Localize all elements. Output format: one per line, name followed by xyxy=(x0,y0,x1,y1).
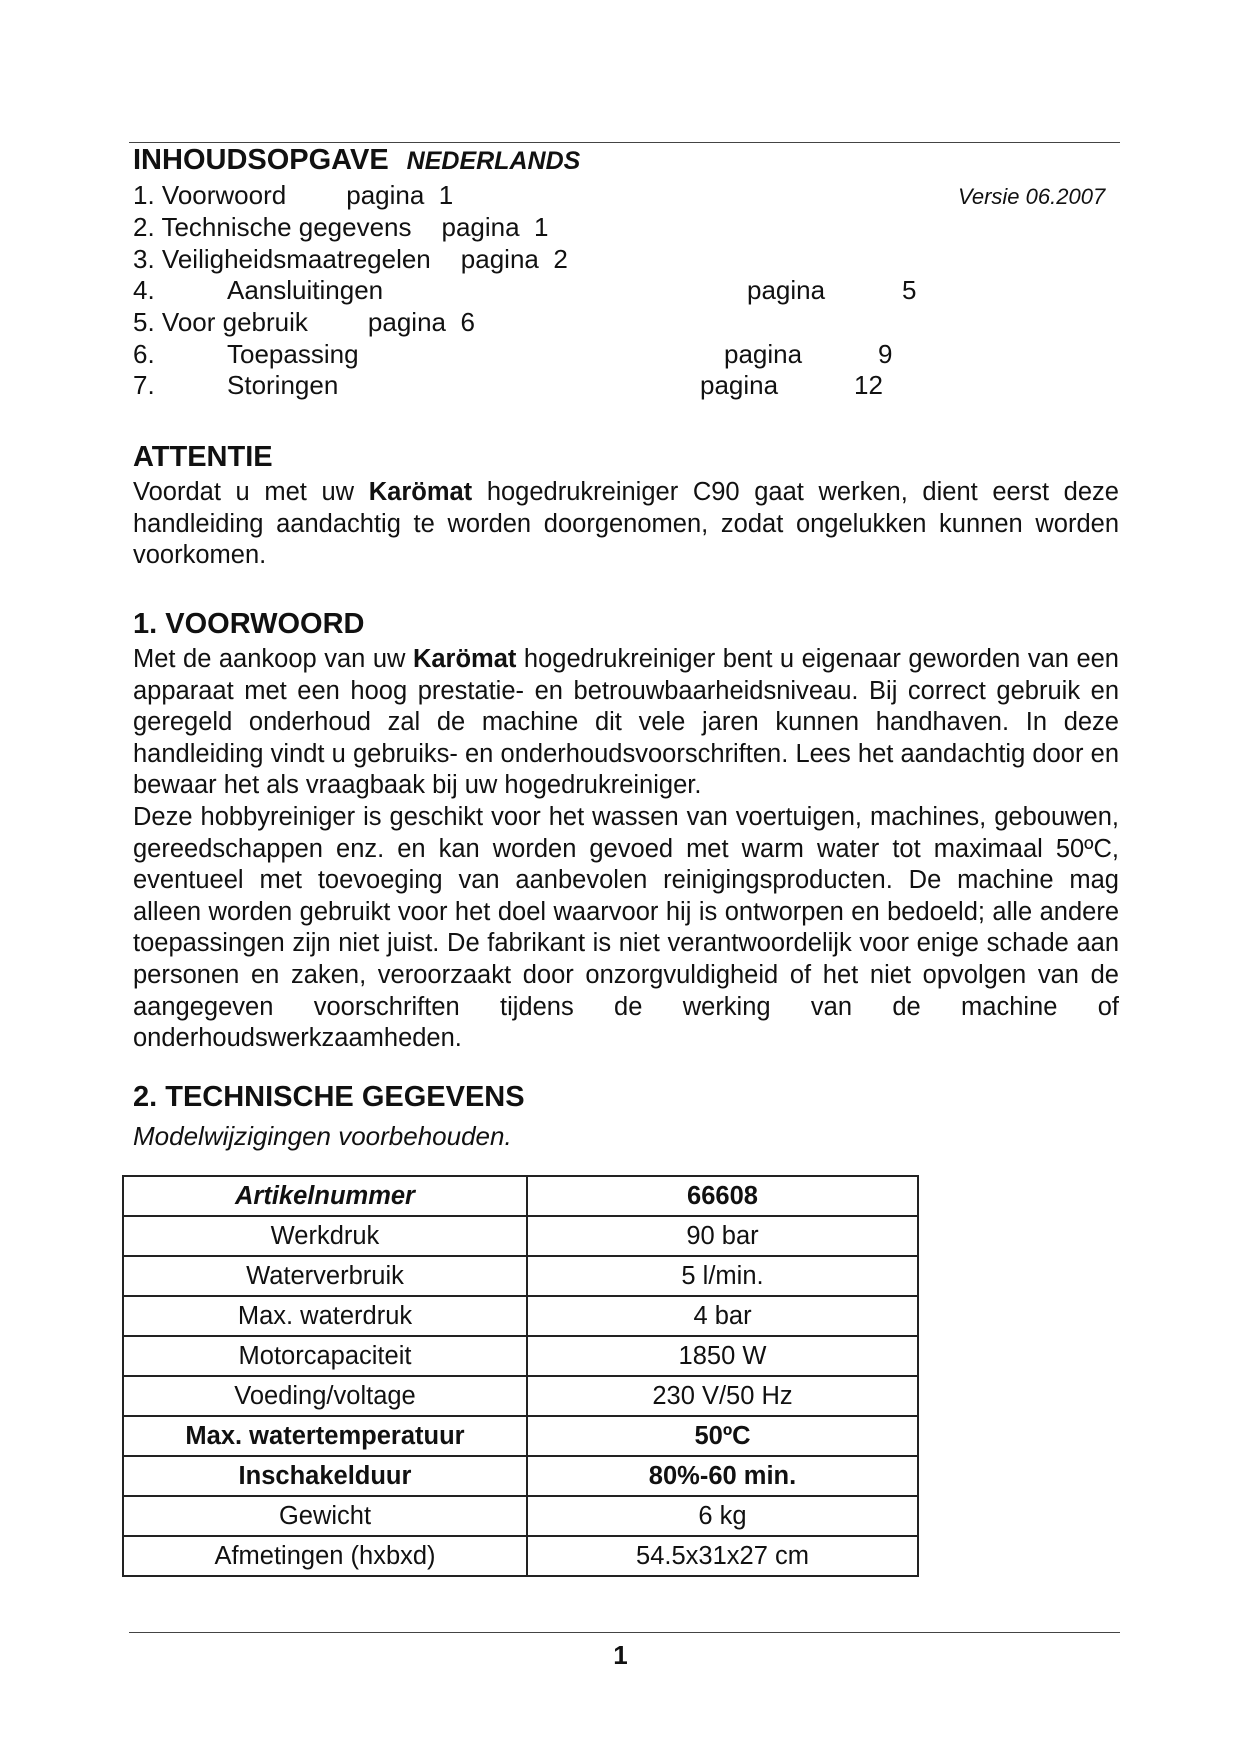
toc-item-4-page: 5 xyxy=(902,275,917,305)
page-number: 1 xyxy=(613,1640,628,1670)
voorwoord-heading: 1. VOORWOORD xyxy=(133,608,365,640)
spec-label: Inschakelduur xyxy=(123,1456,527,1496)
voorwoord-p1: Met de aankoop van uw Karömat hogedrukreiniger bent u eigenaar geworden van een apparaat met een hoog prestatie- en betrouwbaarheidsniveau. Bij correct gebruik en geregeld onderhoud zal de machine dit vele jaren kunnen handhaven. In deze handleiding vindt u gebruiks- en onderhoudsvoorschriften. Lees het aandachtig door en bewaar het als vraagbaak bij uw hogedrukreiniger. xyxy=(133,645,1119,800)
spec-table xyxy=(122,1175,919,1577)
toc-item-6: 6. xyxy=(133,339,155,369)
table-row xyxy=(123,1296,918,1336)
toc-item-1: 1. Voorwoord pagina 1 xyxy=(133,180,454,210)
spec-value: 54.5x31x27 cm xyxy=(527,1536,918,1576)
brand-name: Karömat xyxy=(412,645,517,673)
bottom-rule xyxy=(129,1632,1120,1633)
toc-item-7-page: 12 xyxy=(854,370,883,400)
toc-item-7: 7. xyxy=(133,370,155,400)
toc-item-7-label: Storingen xyxy=(227,370,339,400)
table-row xyxy=(123,1216,918,1256)
toc-item-5: 5. Voor gebruik pagina 6 xyxy=(133,307,475,337)
spec-label: Max. watertemperatuur xyxy=(123,1416,527,1456)
spec-value: 1850 W xyxy=(527,1336,918,1376)
spec-label: Werkdruk xyxy=(123,1216,527,1256)
spec-label: Gewicht xyxy=(123,1496,527,1536)
toc-item-4: 4. xyxy=(133,275,155,305)
spec-value: 90 bar xyxy=(527,1216,918,1256)
toc-language: NEDERLANDS xyxy=(406,147,581,175)
toc-item-6-page: 9 xyxy=(878,339,893,369)
table-row xyxy=(123,1536,918,1576)
spec-label: Voeding/voltage xyxy=(123,1376,527,1416)
toc-item-4-pagina: pagina xyxy=(747,275,826,305)
spec-label: Max. waterdruk xyxy=(123,1296,527,1336)
spec-value: 4 bar xyxy=(527,1296,918,1336)
spec-value: 6 kg xyxy=(527,1496,918,1536)
attentie-paragraph: Voordat u met uw Karömat hogedrukreiniger C90 gaat werken, dient eerst deze handleiding aandachtig te worden doorgenomen, zodat ongelukken kunnen worden voorkomen. xyxy=(133,478,1119,570)
technisch-heading: 2. TECHNISCHE GEGEVENS xyxy=(133,1081,525,1113)
version-label: Versie 06.2007 xyxy=(958,184,1106,209)
spec-value: 80%-60 min. xyxy=(527,1456,918,1496)
spec-value: 66608 xyxy=(527,1176,918,1216)
technisch-subtitle: Modelwijzigingen voorbehouden. xyxy=(133,1121,512,1151)
toc-title-text: INHOUDSOPGAVE xyxy=(133,144,389,176)
voorwoord-p2: Deze hobbyreiniger is geschikt voor het wassen van voertuigen, machines, gebouwen, gereedschappen enz. en kan worden gevoed met warm water tot maximaal 50ºC, eventueel met toevoeging van aanbevolen reinigingsproducten. De machine mag alleen worden gebruikt voor het doel waarvoor hij is ontworpen en bedoeld; alle andere toepassingen zijn niet juist. De fabrikant is niet verantwoordelijk voor enige schade aan personen en zaken, veroorzaakt door onzorgvuldigheid of het niet opvolgen van de aangegeven voorschriften tijdens de werking van de machine of onderhoudswerkzaamheden. xyxy=(133,802,1119,1053)
table-row xyxy=(123,1176,918,1216)
spec-label: Waterverbruik xyxy=(123,1256,527,1296)
spec-label: Artikelnummer xyxy=(123,1176,527,1216)
voorwoord-paragraphs xyxy=(133,644,1119,1055)
table-row xyxy=(123,1416,918,1456)
toc-item-6-pagina: pagina xyxy=(724,339,803,369)
toc-item-2: 2. Technische gegevens pagina 1 xyxy=(133,212,549,242)
toc-item-6-label: Toepassing xyxy=(227,339,359,369)
spec-label: Motorcapaciteit xyxy=(123,1336,527,1376)
toc-item-7-pagina: pagina xyxy=(700,370,779,400)
spec-value: 50ºC xyxy=(527,1416,918,1456)
table-row xyxy=(123,1496,918,1536)
attentie-heading: ATTENTIE xyxy=(133,441,273,473)
table-row xyxy=(123,1456,918,1496)
spec-value: 230 V/50 Hz xyxy=(527,1376,918,1416)
toc-item-4-label: Aansluitingen xyxy=(227,275,384,305)
table-row xyxy=(123,1256,918,1296)
brand-name: Karömat xyxy=(368,478,473,506)
table-row xyxy=(123,1336,918,1376)
spec-value: 5 l/min. xyxy=(527,1256,918,1296)
spec-label: Afmetingen (hxbxd) xyxy=(123,1536,527,1576)
toc-title xyxy=(133,144,580,177)
top-rule xyxy=(129,142,1120,143)
table-row xyxy=(123,1376,918,1416)
toc-item-3: 3. Veiligheidsmaatregelen pagina 2 xyxy=(133,244,568,274)
